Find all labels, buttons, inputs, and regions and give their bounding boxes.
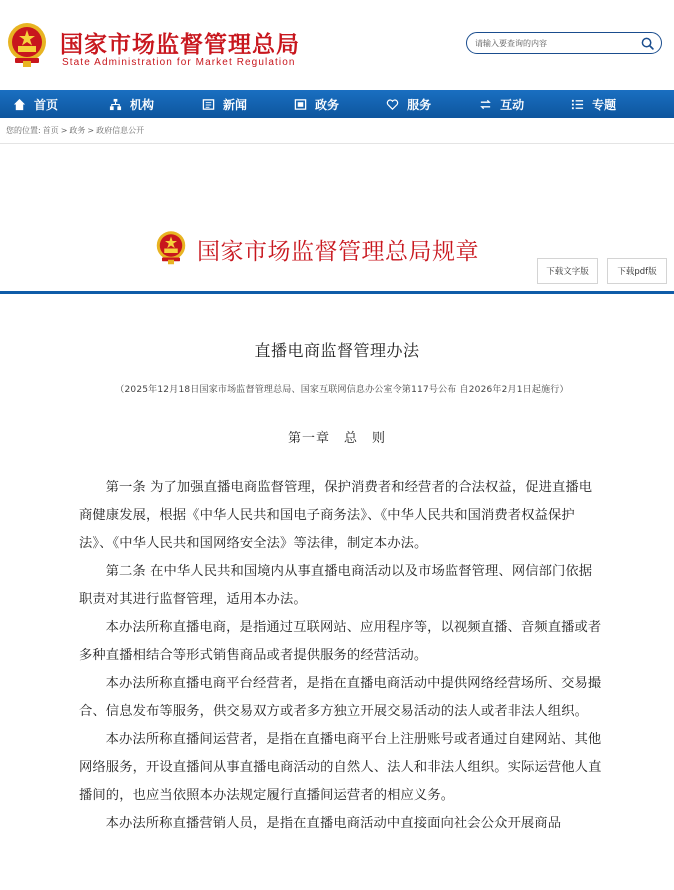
search-input[interactable] [475,36,635,51]
breadcrumb-link-home[interactable]: 首页 [42,126,59,135]
article [0,338,674,838]
search-icon[interactable] [641,37,654,50]
exchange-icon [479,98,492,111]
chapter-heading: 第一章 总 则 [287,431,386,446]
divider [0,291,674,294]
news-icon [202,98,215,111]
nav-item-home[interactable] [13,90,58,118]
breadcrumb-separator: > [60,126,68,135]
download-text-button[interactable]: 下载文字版 [537,258,598,284]
breadcrumb [0,118,674,144]
article-note: （2025年12月18日国家市场监督管理总局、国家互联网信息办公室令第117号公布 自2026年2月1日起施行） [115,385,569,395]
article-paragraph: 本办法所称直播间运营者，是指在直播电商平台上注册账号或者通过自建网站、其他网络服务，开设直播间从事直播电商活动的自然人、法人和非法人组织。实际运营他人直播间的，也应当依照本办法规定履行直播间运营者的相应义务。 [79,732,602,803]
nav-item-topic[interactable] [571,90,616,118]
site-title-cn[interactable]: 国家市场监督管理总局 [60,32,300,58]
article-paragraph: 本办法所称直播电商，是指通过互联网站、应用程序等，以视频直播、音频直播或者多种直播相结合等形式销售商品或者提供服务的经营活动。 [79,620,602,663]
gov-icon [294,98,307,111]
nav-item-label: 机构 [130,97,155,112]
nav-item-news[interactable] [202,90,247,118]
national-emblem-icon [6,20,48,68]
nav-item-label: 互动 [500,97,525,112]
nav-item-interact[interactable] [479,90,524,118]
heart-icon [386,98,399,111]
article-paragraph: 本办法所称直播电商平台经营者，是指在直播电商活动中提供网络经营场所、交易撮合、信息发布等服务，供交易双方或者多方独立开展交易活动的法人或者非法人组织。 [79,676,602,719]
search-box [466,32,662,54]
download-pdf-button[interactable]: 下载pdf版 [607,258,667,284]
national-emblem-icon [155,229,187,265]
nav-item-service[interactable] [386,90,431,118]
site-title-en: State Administration for Market Regulation [62,57,296,68]
nav-item-label: 服务 [407,97,432,112]
home-icon [13,98,26,111]
breadcrumb-separator: > [87,126,95,135]
nav-item-label: 首页 [34,97,59,112]
nav-item-org[interactable] [109,90,154,118]
article-paragraph: 第二条 在中华人民共和国境内从事直播电商活动以及市场监督管理、网信部门依据职责对其进行监督管理，适用本办法。 [79,564,593,607]
nav-item-label: 新闻 [223,97,248,112]
main-nav [0,90,674,118]
nav-item-label: 政务 [315,97,340,112]
article-paragraph: 本办法所称直播营销人员，是指在直播电商活动中直接面向社会公众开展商品 [105,816,562,831]
list-icon [571,98,584,111]
breadcrumb-link-info[interactable]: 政府信息公开 [96,126,145,135]
org-icon [109,98,122,111]
rules-banner [0,144,674,291]
rules-title: 国家市场监督管理总局规章 [197,239,479,265]
article-paragraph: 第一条 为了加强直播电商监督管理，保护消费者和经营者的合法权益，促进直播电商健康发展，根据《中华人民共和国电子商务法》、《中华人民共和国消费者权益保护法》、《中华人民共和国网络安全法》等法律，制定本办法。 [79,480,593,551]
site-header [0,0,674,90]
article-title: 直播电商监督管理办法 [254,341,420,360]
article-body [79,474,604,838]
nav-item-gov[interactable] [294,90,339,118]
breadcrumb-prefix: 您的位置: [6,126,41,135]
breadcrumb-link-gov[interactable]: 政务 [69,126,86,135]
nav-item-label: 专题 [592,97,617,112]
